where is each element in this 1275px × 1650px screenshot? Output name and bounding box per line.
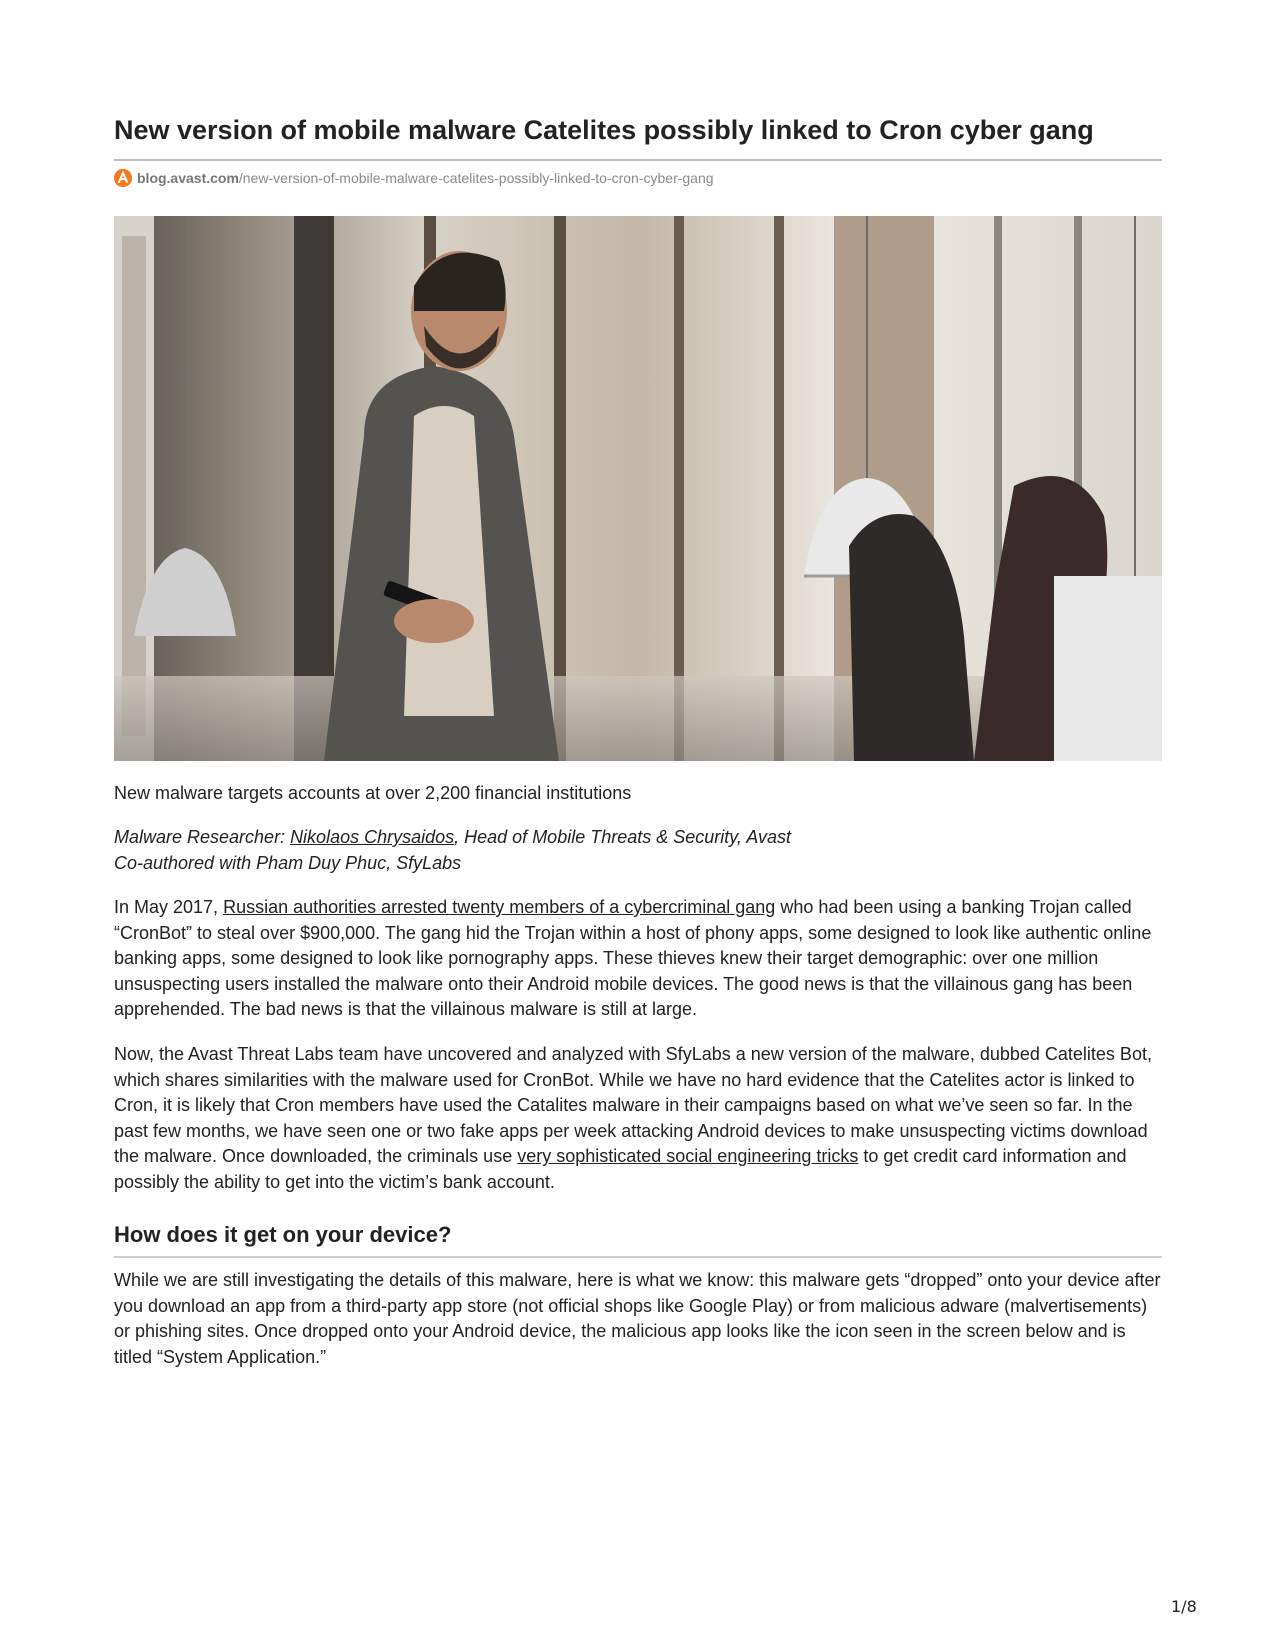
source-path[interactable]: /new-version-of-mobile-malware-catelites-possibly-linked-to-cron-cyber-gang bbox=[238, 170, 714, 186]
avast-logo-icon bbox=[114, 169, 132, 187]
source-url[interactable] bbox=[114, 168, 714, 188]
paragraph-infection: While we are still investigating the details of this malware, here is what we know: this malware gets “dropped” onto your device after you download an app from a third-party app store (not official shops like Google Play) or from malicious adware (malvertisements) or phishing sites. Once dropped onto your Android device, the malicious app looks like the icon seen in the screen below and is titled “System Application.” bbox=[114, 1270, 1161, 1367]
source-domain[interactable]: blog.avast.com bbox=[137, 170, 239, 186]
page-number: 1/8 bbox=[1171, 1597, 1197, 1616]
paragraph-intro-suffix: who had been using a banking Trojan called “CronBot” to steal over $900,000. The gang hid the Trojan within a host of phony apps, some designed to look like authentic online banking apps, some designed to look like pornography apps. These thieves knew their target demographic: over one million unsuspecting users installed the malware onto their Android mobile devices. The good news is that the villainous gang has been apprehended. The bad news is that the villainous malware is still at large. bbox=[114, 897, 1152, 1020]
social-engineering-link[interactable]: very sophisticated social engineering tricks bbox=[517, 1146, 859, 1167]
arrest-news-link[interactable]: Russian authorities arrested twenty members of a cybercriminal gang bbox=[223, 897, 776, 917]
paragraph-catelites bbox=[114, 1042, 1162, 1196]
author-link[interactable]: Nikolaos Chrysaidos bbox=[290, 827, 455, 847]
paragraph-intro-prefix: In May 2017, bbox=[114, 897, 224, 917]
byline-coauthors: Co-authored with Pham Duy Phuc, SfyLabs bbox=[114, 852, 462, 873]
section-heading: How does it get on your device? bbox=[114, 1222, 452, 1247]
paragraph-intro bbox=[114, 895, 1162, 1023]
title-divider bbox=[114, 159, 1162, 161]
paragraph-catelites-suffix: to get credit card information and possibly the ability to get into the victim’s bank account. bbox=[114, 1146, 1127, 1192]
article-title: New version of mobile malware Catelites possibly linked to Cron cyber gang bbox=[114, 115, 1094, 145]
image-caption: New malware targets accounts at over 2,200 financial institutions bbox=[114, 783, 632, 803]
paragraph-catelites-prefix: Now, the Avast Threat Labs team have uncovered and analyzed with SfyLabs a new version of the malware, dubbed Catelites Bot, which shares similarities with the malware used for CronBot. While we have no hard evidence that the Catelites actor is linked to Cron, it is likely that Cron members have used the Catalites malware in their campaigns based on what we’ve seen so far. In the past few months, we have seen one or two fake apps per week attacking Android devices to make unsuspecting victims download the malware. Once downloaded, the criminals use bbox=[114, 1044, 1152, 1167]
byline-prefix: Malware Researcher: bbox=[114, 827, 291, 847]
hero-photo bbox=[114, 216, 1162, 761]
byline-suffix: , Head of Mobile Threats & Security, Avast bbox=[454, 827, 791, 847]
byline bbox=[114, 825, 1162, 876]
section-divider bbox=[114, 1256, 1162, 1258]
